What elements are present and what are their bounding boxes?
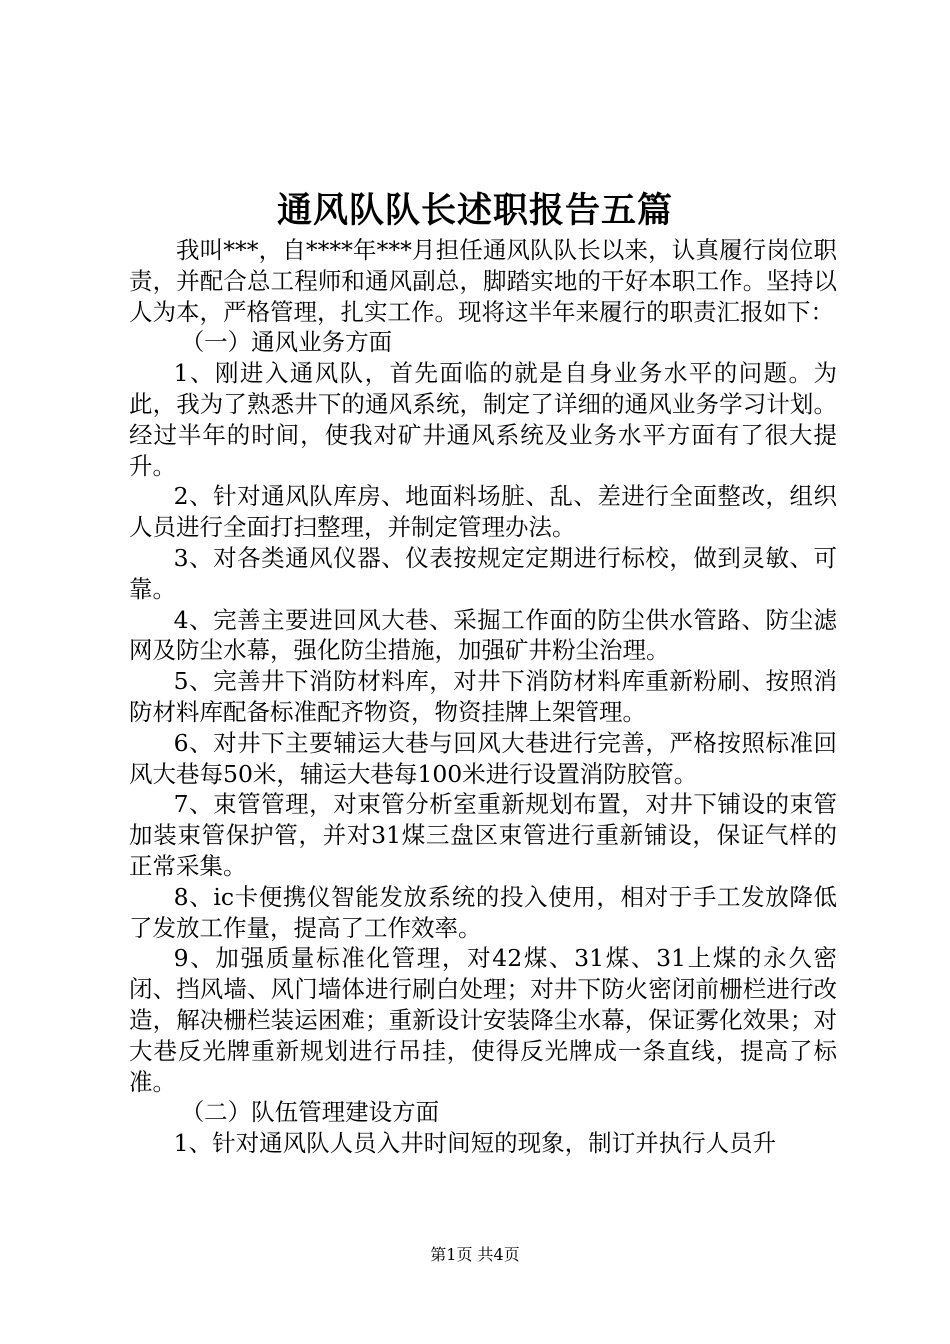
list-item: 3、对各类通风仪器、仪表按规定定期进行标校，做到灵敏、可靠。 xyxy=(129,543,837,603)
page-footer: 第1页 共4页 xyxy=(430,1245,520,1264)
list-item: 5、完善井下消防材料库，对井下消防材料库重新粉刷、按照消防材料库配备标准配齐物资，物资挂牌上架管理。 xyxy=(129,667,837,726)
list-item: 8、ic卡便携仪智能发放系统的投入使用，相对于手工发放降低了发放工作量，提高了工作效率。 xyxy=(129,882,837,942)
list-item: 4、完善主要进回风大巷、采掘工作面的防尘供水管路、防尘滤网及防尘水幕，强化防尘措施，加强矿井粉尘治理。 xyxy=(129,605,837,665)
section-heading-team: （二）队伍管理建设方面 xyxy=(180,1098,440,1127)
list-item: 7、束管管理，对束管分析室重新规划布置，对井下铺设的束管加装束管保护管，并对31煤三盘区束管进行重新铺设，保证气样的正常采集。 xyxy=(129,790,837,880)
document-body xyxy=(129,235,837,1159)
document-title: 通风队队长述职报告五篇 xyxy=(276,190,673,231)
section-heading-business: （一）通风业务方面 xyxy=(180,328,393,357)
list-item: 1、刚进入通风队，首先面临的就是自身业务水平的问题。为此，我为了熟悉井下的通风系统，制定了详细的通风业务学习计划。经过半年的时间，使我对矿井通风系统及业务水平方面有了很大提升。 xyxy=(129,359,837,480)
paragraph-intro: 我叫***，自****年***月担任通风队队长以来，认真履行岗位职责，并配合总工程师和通风副总，脚踏实地的干好本职工作。坚持以人为本，严格管理，扎实工作。现将这半年来履行的职责汇报如下： xyxy=(129,236,837,326)
list-item: 6、对井下主要辅运大巷与回风大巷进行完善，严格按照标准回风大巷每50米，辅运大巷每100米进行设置消防胶管。 xyxy=(129,728,837,788)
list-item: 9、加强质量标准化管理，对42煤、31煤、31上煤的永久密闭、挡风墙、风门墙体进行刷白处理；对井下防火密闭前栅栏进行改造，解决栅栏装运困难；重新设计安装降尘水幕，保证雾化效果；对大巷反光牌重新规划进行吊挂，使得反光牌成一条直线，提高了标准。 xyxy=(129,944,837,1096)
list-item: 2、针对通风队库房、地面料场脏、乱、差进行全面整改，组织人员进行全面打扫整理，并制定管理办法。 xyxy=(129,482,837,542)
list-item: 1、针对通风队人员入井时间短的现象，制订并执行人员升 xyxy=(173,1129,777,1158)
